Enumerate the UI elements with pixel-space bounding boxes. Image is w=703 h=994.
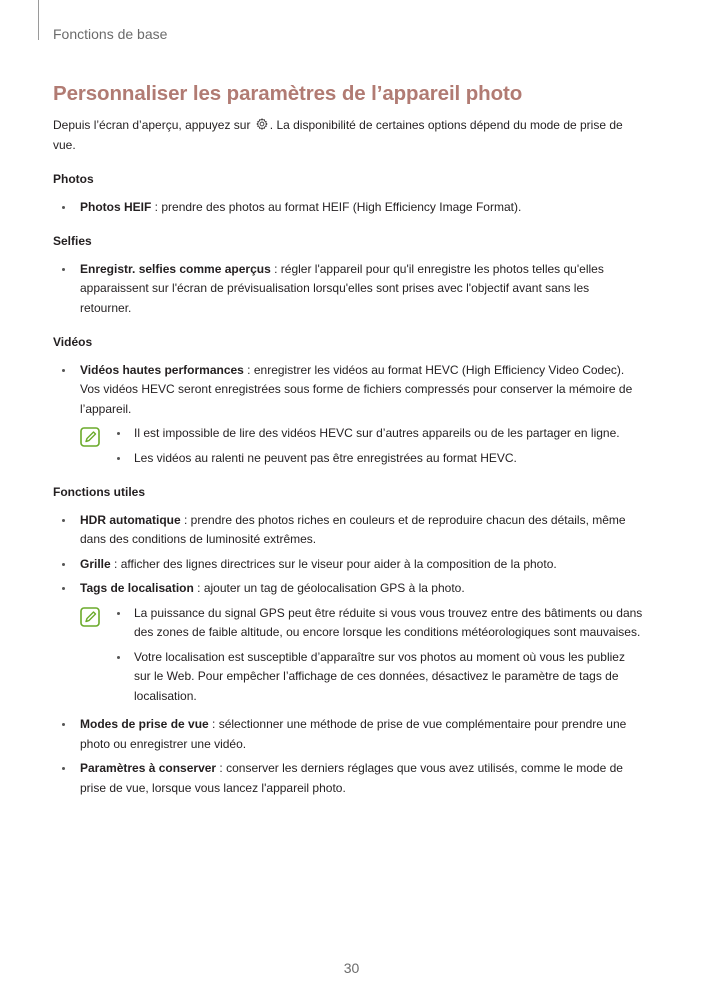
list-item	[53, 361, 643, 420]
photos-list	[53, 198, 643, 218]
note-pencil-icon	[80, 607, 100, 627]
option-description: : prendre des photos riches en couleurs et de reproduire chacun des détails, même dans des conditions de luminosité extrêmes.	[80, 512, 626, 546]
utils-list	[53, 511, 643, 599]
option-description: : régler l'appareil pour qu'il enregistre les photos telles qu'elles apparaissent sur l'écran de prévisualisation lorsqu'elles sont prises avec l'objectif avant sans les retourner.	[80, 261, 604, 315]
option-label: Modes de prise de vue	[80, 717, 209, 731]
margin-rule	[38, 0, 39, 40]
list-item	[53, 198, 643, 218]
section-title-selfies: Selfies	[53, 234, 92, 248]
list-item	[53, 715, 643, 754]
option-label: Grille	[80, 556, 111, 571]
section-title-photos: Photos	[53, 172, 94, 186]
intro-paragraph	[53, 116, 643, 155]
intro-text-before: Depuis l’écran d’aperçu, appuyez sur	[53, 118, 254, 132]
page-title: Personnaliser les paramètres de l’appareil photo	[53, 82, 523, 105]
videos-list	[53, 361, 643, 420]
selfies-list	[53, 260, 643, 319]
list-item	[53, 579, 643, 599]
option-description: : afficher des lignes directrices sur le viseur pour aider à la composition de la photo.	[110, 556, 557, 571]
note-pencil-icon	[80, 427, 100, 447]
section-title-videos: Vidéos	[53, 335, 93, 349]
option-label: HDR automatique	[80, 512, 181, 527]
note-box-location	[53, 604, 643, 707]
list-item	[53, 759, 643, 798]
option-label: Enregistr. selfies comme aperçus	[80, 261, 271, 276]
list-item	[53, 260, 643, 319]
note-item: Les vidéos au ralenti ne peuvent pas être enregistrées au format HEVC.	[108, 449, 643, 469]
option-description: : sélectionner une méthode de prise de vue complémentaire pour prendre une photo ou enregistrer une vidéo.	[80, 717, 627, 751]
note-list	[108, 604, 643, 707]
list-item	[53, 555, 643, 575]
option-label: Paramètres à conserver	[80, 761, 217, 775]
utils-list-continued	[53, 715, 643, 798]
note-item: La puissance du signal GPS peut être réduite si vous vous trouvez entre des bâtiments ou dans des zones de faible altitude, ou encore lorsque les conditions météorologiques sont mauvaises.	[108, 604, 643, 643]
running-header: Fonctions de base	[53, 26, 168, 42]
document-body	[53, 116, 643, 803]
option-description: : enregistrer les vidéos au format HEVC (High Efficiency Video Codec). Vos vidéos HEVC seront enregistrées sous forme de fichiers compressés pour conserver la mémoire de l’appareil.	[80, 362, 633, 416]
option-label: Vidéos hautes performances	[80, 362, 244, 377]
note-list	[108, 424, 643, 468]
option-label: Tags de localisation	[80, 581, 194, 595]
section-title-utils: Fonctions utiles	[53, 485, 146, 499]
list-item	[53, 511, 643, 550]
page-number: 30	[343, 960, 360, 976]
settings-gear-icon	[255, 117, 269, 131]
note-box-videos	[53, 424, 643, 468]
note-item: Votre localisation est susceptible d’apparaître sur vos photos au moment où vous les publiez sur le Web. Pour empêcher l’affichage de ces données, désactivez le paramètre de tags de localisation.	[108, 648, 643, 707]
note-item: Il est impossible de lire des vidéos HEVC sur d’autres appareils ou de les partager en ligne.	[108, 424, 643, 444]
intro-text-after: . La disponibilité de certaines options dépend du mode de prise de vue.	[53, 118, 623, 152]
option-description: : ajouter un tag de géolocalisation GPS à la photo.	[193, 581, 465, 595]
option-description: : conserver les derniers réglages que vous avez utilisés, comme le mode de prise de vue, lorsque vous lancez l'appareil photo.	[80, 761, 623, 795]
option-description: : prendre des photos au format HEIF (High Efficiency Image Format).	[151, 199, 522, 214]
option-label: Photos HEIF	[80, 199, 152, 214]
